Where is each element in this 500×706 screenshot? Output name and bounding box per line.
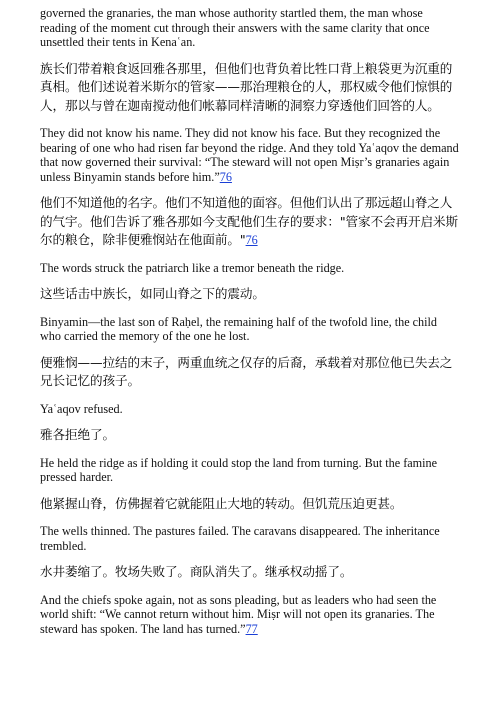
paragraph-text: 他紧握山脊，仿佛握着它就能阻止大地的转动。但饥荒压迫更甚。 [40, 495, 403, 511]
paragraph-en-7 [40, 524, 460, 553]
paragraph-text: governed the granaries, the man whose authority startled them, the man whose reading of the moment cut through their answers with the same clarity that once unsettled their tents in Kenaʿan. [40, 6, 430, 50]
paragraph-zh-6 [40, 495, 460, 513]
paragraph-zh-1 [40, 60, 460, 115]
paragraph-text: The wells thinned. The pastures failed. The caravans disappeared. The inheritance trembled. [40, 524, 440, 553]
paragraph-text: 他们不知道他的名字。他们不知道他的面容。但他们认出了那远超山脊之人的气宇。他们告诉了雅各那如今支配他们生存的要求："管家不会再开启米斯尔的粮仓，除非便雅悯站在他面前。" [40, 195, 458, 248]
footnote-link-76[interactable]: 76 [219, 169, 232, 184]
paragraph-en-1 [40, 6, 460, 50]
paragraph-zh-7 [40, 563, 460, 581]
paragraph-zh-5 [40, 426, 460, 444]
paragraph-text: Yaʿaqov refused. [40, 401, 123, 416]
paragraph-text: 水井萎缩了。牧场失败了。商队消失了。继承权动摇了。 [40, 564, 353, 580]
paragraph-en-8 [40, 593, 460, 637]
paragraph-en-3 [40, 261, 460, 276]
paragraph-text: 族长们带着粮食返回雅各那里，但他们也背负着比牲口背上粮袋更为沉重的真相。他们述说着米斯尔的管家——那治理粮仓的人，那权威令他们惊惧的人，那以与曾在迦南搅动他们帐幕同样清晰的洞察力穿透他们回答的人。 [40, 60, 453, 113]
paragraph-text: 便雅悯——拉结的末子，两重血统之仅存的后裔，承载着对那位他已失去之兄长记忆的孩子。 [40, 354, 453, 389]
paragraph-en-2 [40, 126, 460, 184]
paragraph-text: Binyamin—the last son of Raḥel, the remaining half of the twofold line, the child who carried the memory of the one he lost. [40, 314, 438, 344]
paragraph-zh-3 [40, 285, 460, 303]
paragraph-text: And the chiefs spoke again, not as sons pleading, but as leaders who had seen the world shift: “We cannot return without him. Miṣr will not open its granaries. The steward has spoken. The land has turned.” [40, 592, 437, 636]
paragraph-en-4 [40, 315, 460, 344]
paragraph-en-6 [40, 456, 460, 485]
paragraph-text: The words struck the patriarch like a tremor beneath the ridge. [40, 260, 345, 275]
paragraph-en-5 [40, 402, 460, 417]
footnote-link-77[interactable]: 77 [245, 621, 258, 636]
paragraph-text: 这些话击中族长，如同山脊之下的震动。 [40, 286, 265, 302]
paragraph-zh-4 [40, 354, 460, 391]
paragraph-text: 雅各拒绝了。 [40, 427, 115, 443]
paragraph-zh-2 [40, 194, 460, 249]
footnote-link-76[interactable]: 76 [245, 233, 258, 248]
paragraph-text: He held the ridge as if holding it could stop the land from turning. But the famine pressed harder. [40, 455, 438, 485]
paragraph-text: They did not know his name. They did not know his face. But they recognized the bearing of one who had risen far beyond the ridge. And they told Yaʿaqov the demand that now governed their survival: “The steward will not open Miṣr’s granaries again unless Binyamin stands before him.” [40, 126, 459, 184]
